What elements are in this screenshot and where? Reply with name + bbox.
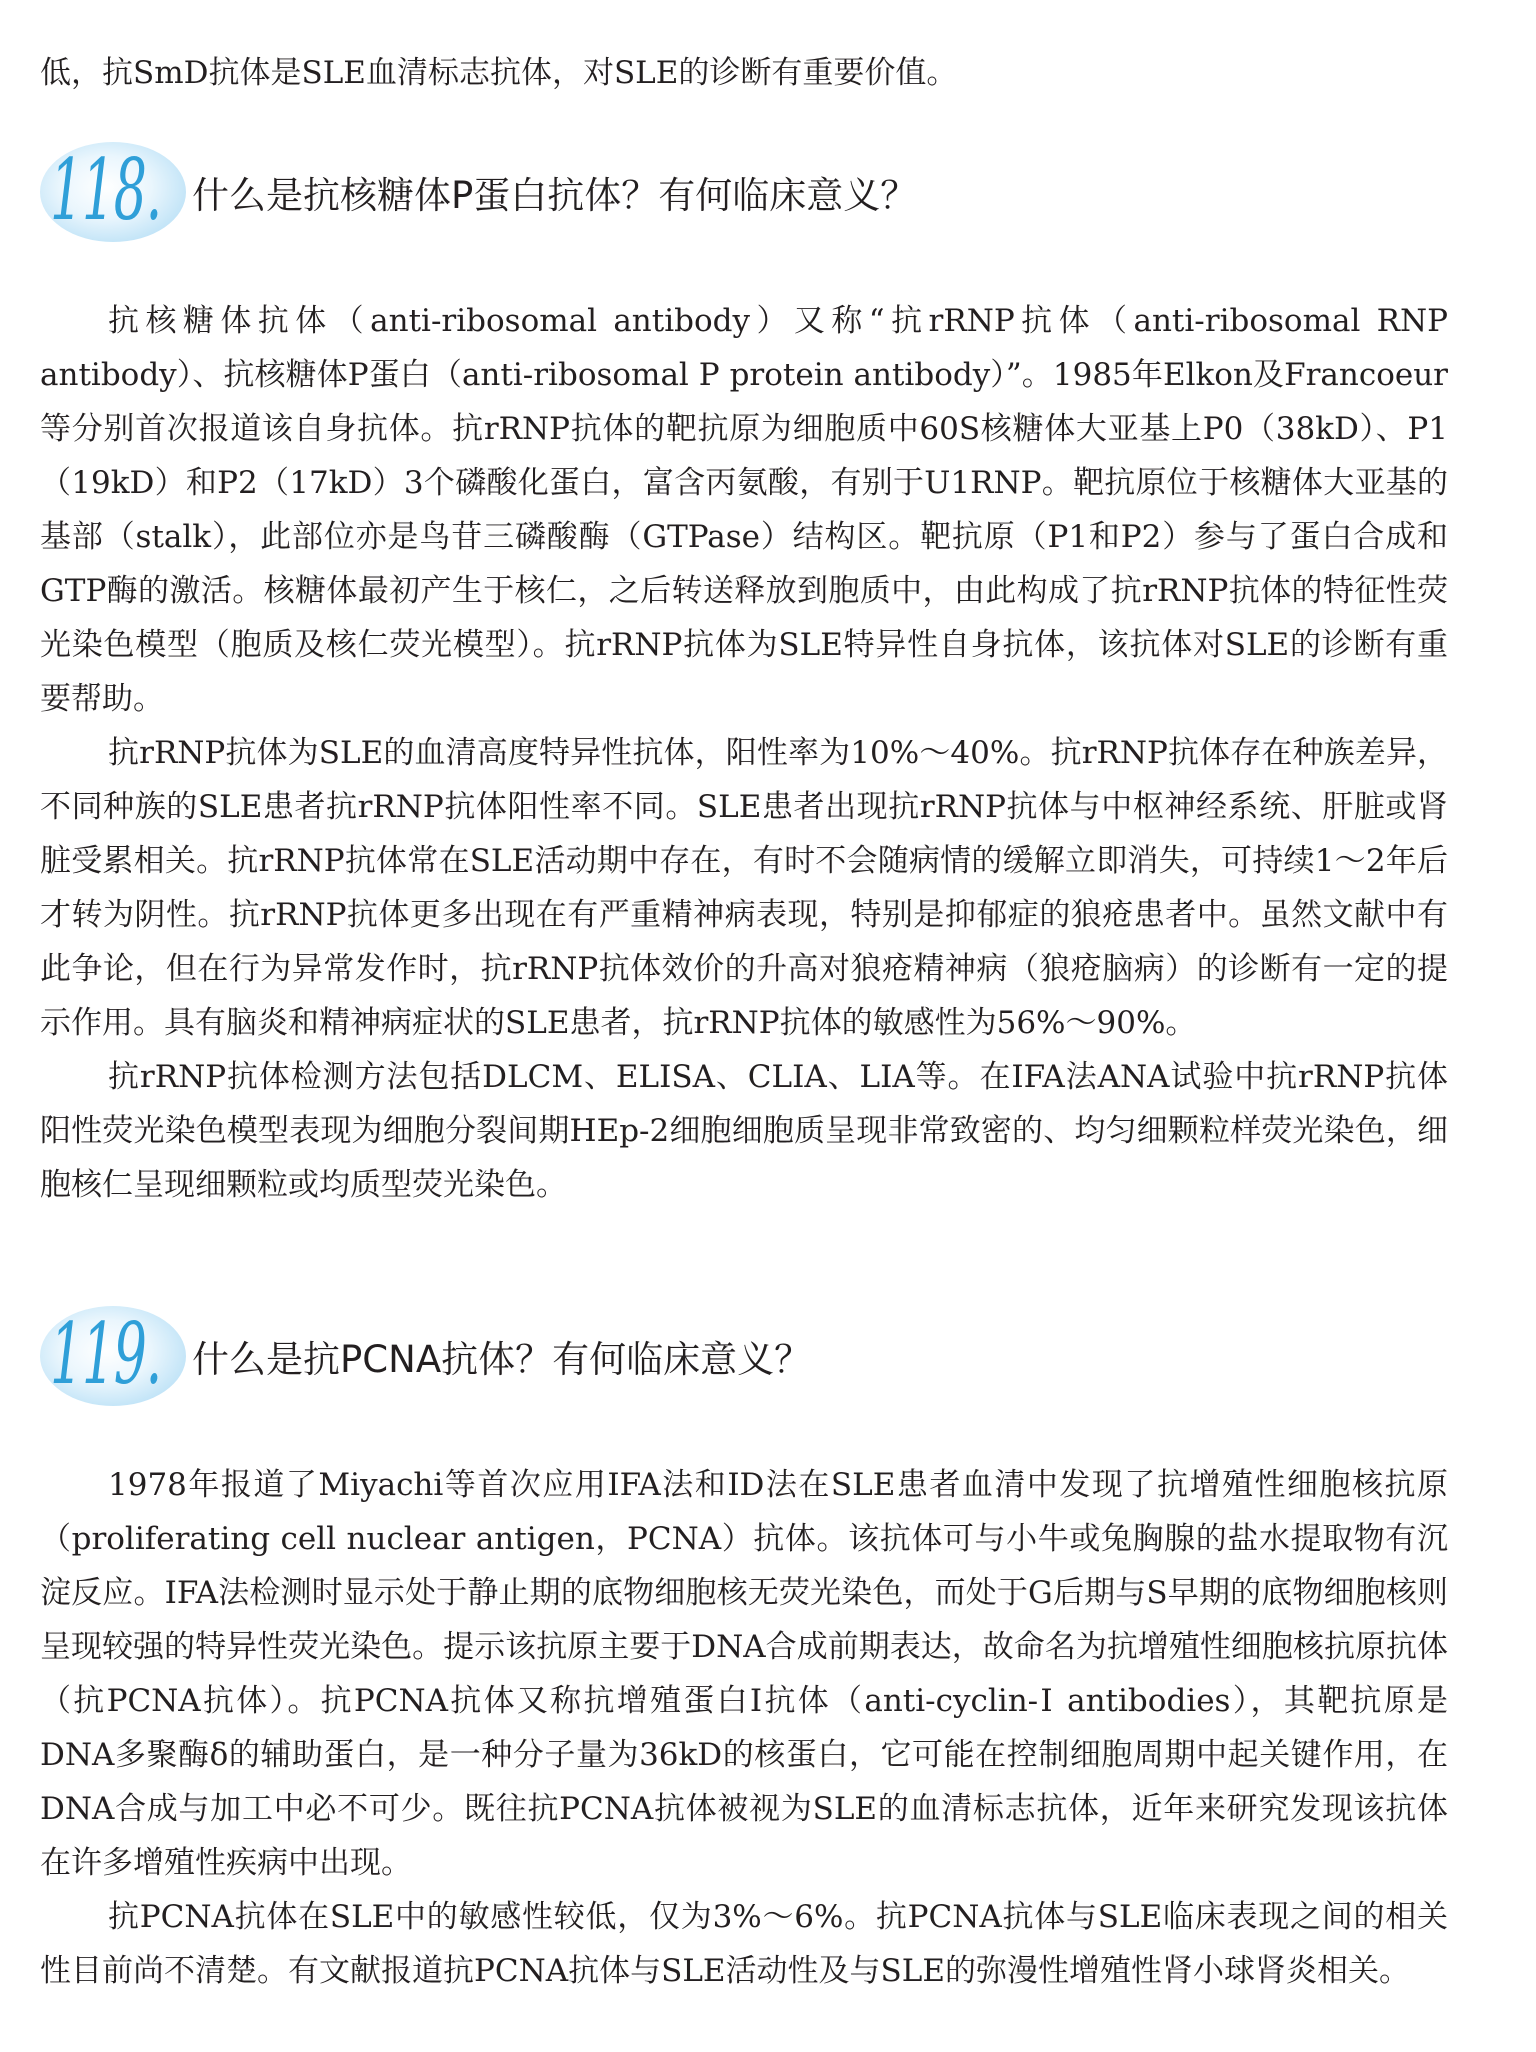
question-118-heading bbox=[40, 136, 1448, 256]
question-number: 119. bbox=[50, 1305, 161, 1403]
question-number-badge bbox=[40, 136, 190, 246]
body-paragraph: 抗核糖体抗体（anti-ribosomal antibody）又称“抗rRNP抗体（anti-ribosomal RNP antibody）、抗核糖体P蛋白（anti-ribosomal P protein antibody）”。1985年Elkon及Francoeur等分别首次报道该自身抗体。抗rRNP抗体的靶抗原为细胞质中60S核糖体大亚基上P0（38kD）、P1（19kD）和P2（17kD）3个磷酸化蛋白，富含丙氨酸，有别于U1RNP。靶抗原位于核糖体大亚基的基部（stalk），此部位亦是鸟苷三磷酸酶（GTPase）结构区。靶抗原（P1和P2）参与了蛋白合成和GTP酶的激活。核糖体最初产生于核仁，之后转送释放到胞质中，由此构成了抗rRNP抗体的特征性荧光染色模型（胞质及核仁荧光模型）。抗rRNP抗体为SLE特异性自身抗体，该抗体对SLE的诊断有重要帮助。 bbox=[40, 303, 1448, 717]
question-118-body bbox=[40, 294, 1448, 1212]
question-title: 什么是抗PCNA抗体？有何临床意义？ bbox=[192, 1338, 812, 1381]
question-title: 什么是抗核糖体P蛋白抗体？有何临床意义？ bbox=[192, 174, 918, 217]
question-number-badge bbox=[40, 1300, 190, 1410]
question-119-body bbox=[40, 1458, 1448, 1998]
intro-paragraph: 低，抗SmD抗体是SLE血清标志抗体，对SLE的诊断有重要价值。 bbox=[40, 55, 958, 91]
question-number: 118. bbox=[50, 141, 161, 239]
body-paragraph: 1978年报道了Miyachi等首次应用IFA法和ID法在SLE患者血清中发现了抗增殖性细胞核抗原（proliferating cell nuclear antigen，PCNA）抗体。该抗体可与小牛或兔胸腺的盐水提取物有沉淀反应。IFA法检测时显示处于静止期的底物细胞核无荧光染色，而处于G后期与S早期的底物细胞核则呈现较强的特异性荧光染色。提示该抗原主要于DNA合成前期表达，故命名为抗增殖性细胞核抗原抗体（抗PCNA抗体）。抗PCNA抗体又称抗增殖蛋白Ⅰ抗体（anti-cyclin-Ⅰ antibodies），其靶抗原是DNA多聚酶δ的辅助蛋白，是一种分子量为36kD的核蛋白，它可能在控制细胞周期中起关键作用，在DNA合成与加工中必不可少。既往抗PCNA抗体被视为SLE的血清标志抗体，近年来研究发现该抗体在许多增殖性疾病中出现。 bbox=[40, 1467, 1448, 1881]
body-paragraph: 抗rRNP抗体检测方法包括DLCM、ELISA、CLIA、LIA等。在IFA法ANA试验中抗rRNP抗体阳性荧光染色模型表现为细胞分裂间期HEp-2细胞细胞质呈现非常致密的、均匀细颗粒样荧光染色，细胞核仁呈现细颗粒或均质型荧光染色。 bbox=[40, 1059, 1448, 1203]
body-paragraph: 抗rRNP抗体为SLE的血清高度特异性抗体，阳性率为10%～40%。抗rRNP抗体存在种族差异，不同种族的SLE患者抗rRNP抗体阳性率不同。SLE患者出现抗rRNP抗体与中枢神经系统、肝脏或肾脏受累相关。抗rRNP抗体常在SLE活动期中存在，有时不会随病情的缓解立即消失，可持续1～2年后才转为阴性。抗rRNP抗体更多出现在有严重精神病表现，特别是抑郁症的狼疮患者中。虽然文献中有此争论，但在行为异常发作时，抗rRNP抗体效价的升高对狼疮精神病（狼疮脑病）的诊断有一定的提示作用。具有脑炎和精神病症状的SLE患者，抗rRNP抗体的敏感性为56%～90%。 bbox=[40, 735, 1448, 1041]
body-paragraph: 抗PCNA抗体在SLE中的敏感性较低，仅为3%～6%。抗PCNA抗体与SLE临床表现之间的相关性目前尚不清楚。有文献报道抗PCNA抗体与SLE活动性及与SLE的弥漫性增殖性肾小球肾炎相关。 bbox=[40, 1899, 1448, 1989]
question-119-heading bbox=[40, 1300, 1448, 1420]
